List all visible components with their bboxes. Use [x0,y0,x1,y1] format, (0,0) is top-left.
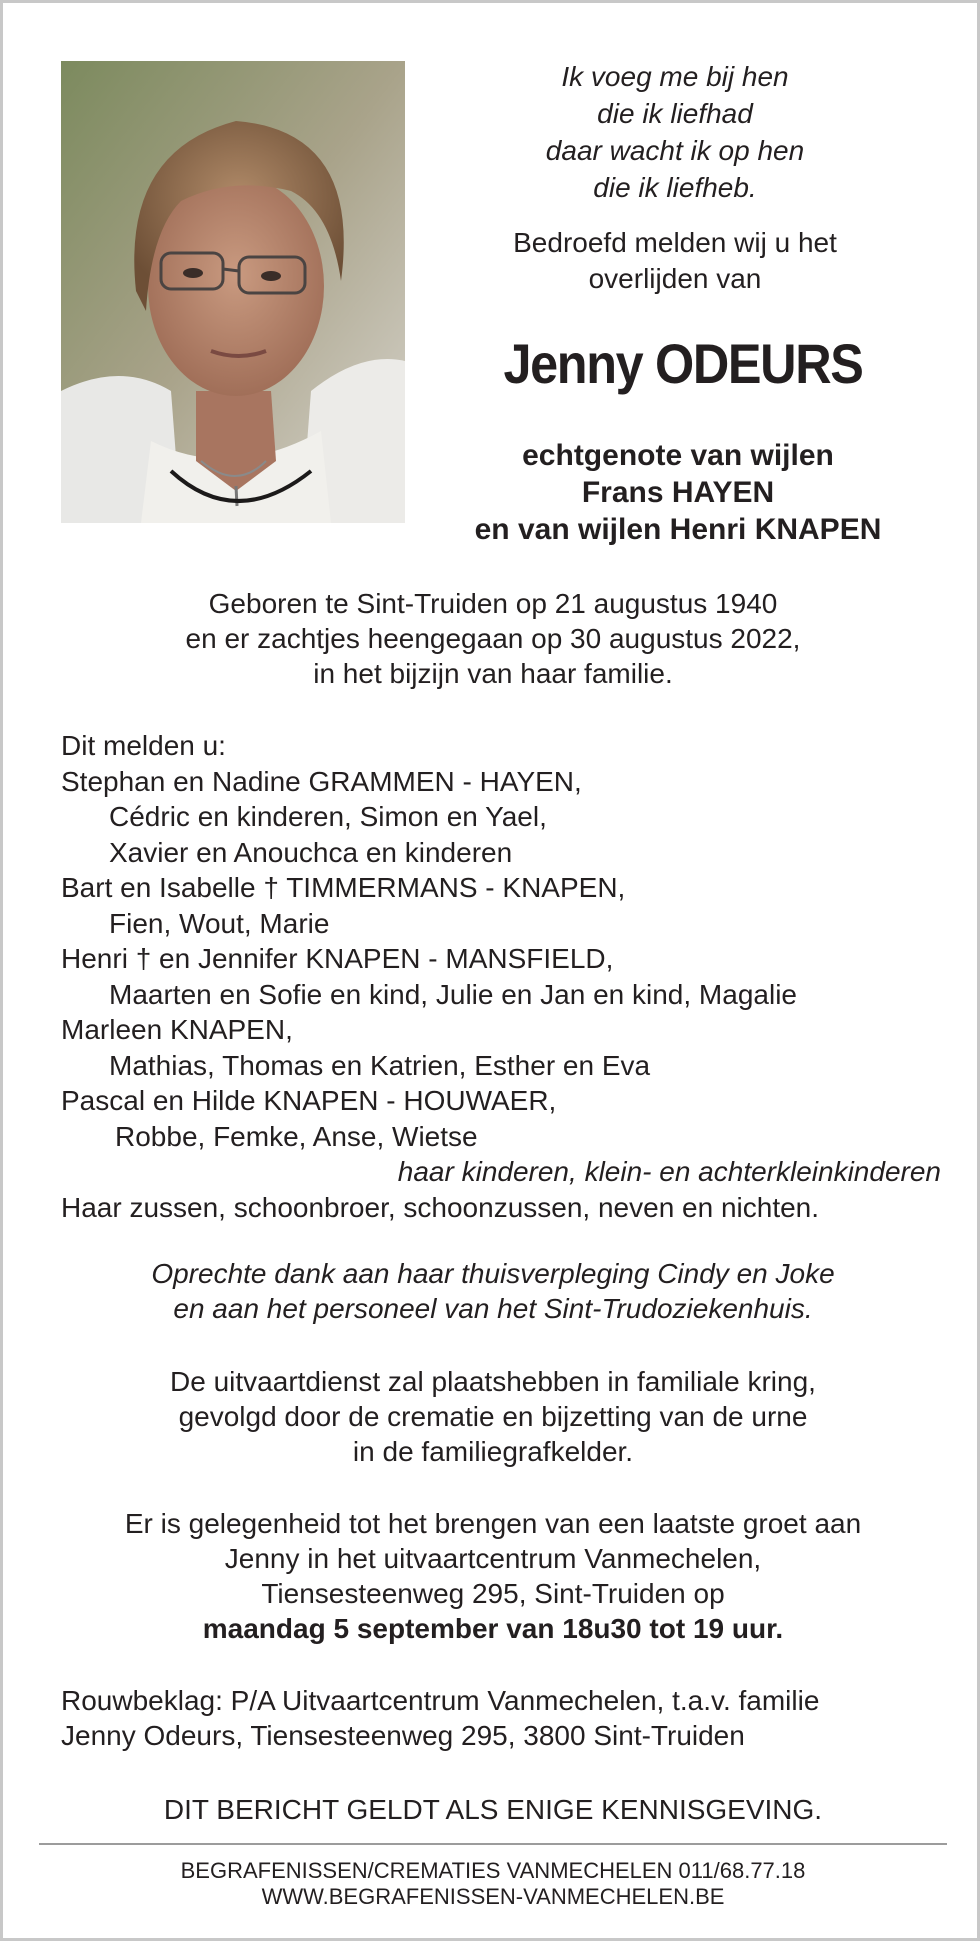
poem-line: die ik liefhad [597,98,753,129]
family-line: Maarten en Sofie en kind, Julie en Jan en kind, Magalie [109,978,797,1010]
family-relatives: Haar zussen, schoonbroer, schoonzussen, neven en nichten. [61,1191,820,1223]
spouse-info [423,437,933,548]
family-line: Henri † en Jennifer KNAPEN - MANSFIELD, [61,943,614,974]
family-line: Bart en Isabelle † TIMMERMANS - KNAPEN, [61,872,626,903]
poem [471,58,879,206]
portrait-icon [61,61,405,523]
thanks-note [3,1256,980,1326]
family-signature: haar kinderen, klein- en achterkleinkinderen [397,1156,941,1187]
family-line: Fien, Wout, Marie [109,907,330,939]
birth-death-info [3,586,980,691]
birth-line: Geboren te Sint-Truiden op 21 augustus 1940 [208,588,778,619]
official-notice: DIT BERICHT GELDT ALS ENIGE KENNISGEVING. [163,1794,823,1825]
visit-time: maandag 5 september van 18u30 tot 19 uur. [202,1613,784,1644]
announcement-line: Bedroefd melden wij u het [513,227,837,258]
family-line: Xavier en Anouchca en kinderen [109,836,513,868]
spouse-line: Frans HAYEN [581,476,775,509]
family-line: Pascal en Hilde KNAPEN - HOUWAER, [61,1085,557,1116]
family-line: Robbe, Femke, Anse, Wietse [115,1120,478,1152]
footer-line: WWW.BEGRAFENISSEN-VANMECHELEN.BE [261,1884,725,1909]
service-line: in de familiegrafkelder. [352,1436,634,1467]
service-line: De uitvaartdienst zal plaatshebben in familiale kring, [170,1366,816,1397]
poem-line: Ik voeg me bij hen [561,61,789,92]
family-line: Marleen KNAPEN, [61,1014,293,1045]
poem-line: daar wacht ik op hen [545,135,805,166]
birth-line: en er zachtjes heengegaan op 30 augustus 2022, [185,623,801,654]
spouse-line: echtgenote van wijlen [522,439,834,472]
thanks-line: en aan het personeel van het Sint-Trudoziekenhuis. [173,1293,813,1324]
condolence-address [61,1683,941,1753]
family-line: Cédric en kinderen, Simon en Yael, [109,801,547,832]
family-line: Mathias, Thomas en Katrien, Esther en Eva [109,1049,651,1081]
condolence-line: Jenny Odeurs, Tiensesteenweg 295, 3800 Sint-Truiden [61,1720,745,1751]
family-line: Stephan en Nadine GRAMMEN - HAYEN, [61,765,582,797]
footer-line: BEGRAFENISSEN/CREMATIES VANMECHELEN 011/68.77.18 [180,1858,806,1883]
family-list [61,728,941,1225]
funeral-home-footer [3,1858,980,1910]
family-intro: Dit melden u: [61,730,226,761]
portrait-photo [61,61,405,523]
visit-line: Jenny in het uitvaartcentrum Vanmechelen, [224,1543,762,1574]
visit-line: Tiensesteenweg 295, Sint-Truiden op [261,1578,725,1609]
service-info [3,1364,980,1469]
deceased-name: Jenny ODEURS [503,332,863,395]
visit-line: Er is gelegenheid tot het brengen van een laatste groet aan [124,1508,862,1539]
footer-divider [39,1843,947,1845]
visitation-info [3,1506,980,1646]
announcement [471,225,879,297]
announcement-line: overlijden van [588,263,762,294]
thanks-line: Oprechte dank aan haar thuisverpleging Cindy en Joke [151,1258,835,1289]
service-line: gevolgd door de crematie en bijzetting van de urne [178,1401,808,1432]
poem-line: die ik liefheb. [593,172,757,203]
spouse-line: en van wijlen Henri KNAPEN [474,513,882,546]
birth-line: in het bijzijn van haar familie. [313,658,673,689]
condolence-line: Rouwbeklag: P/A Uitvaartcentrum Vanmechelen, t.a.v. familie [61,1685,820,1716]
